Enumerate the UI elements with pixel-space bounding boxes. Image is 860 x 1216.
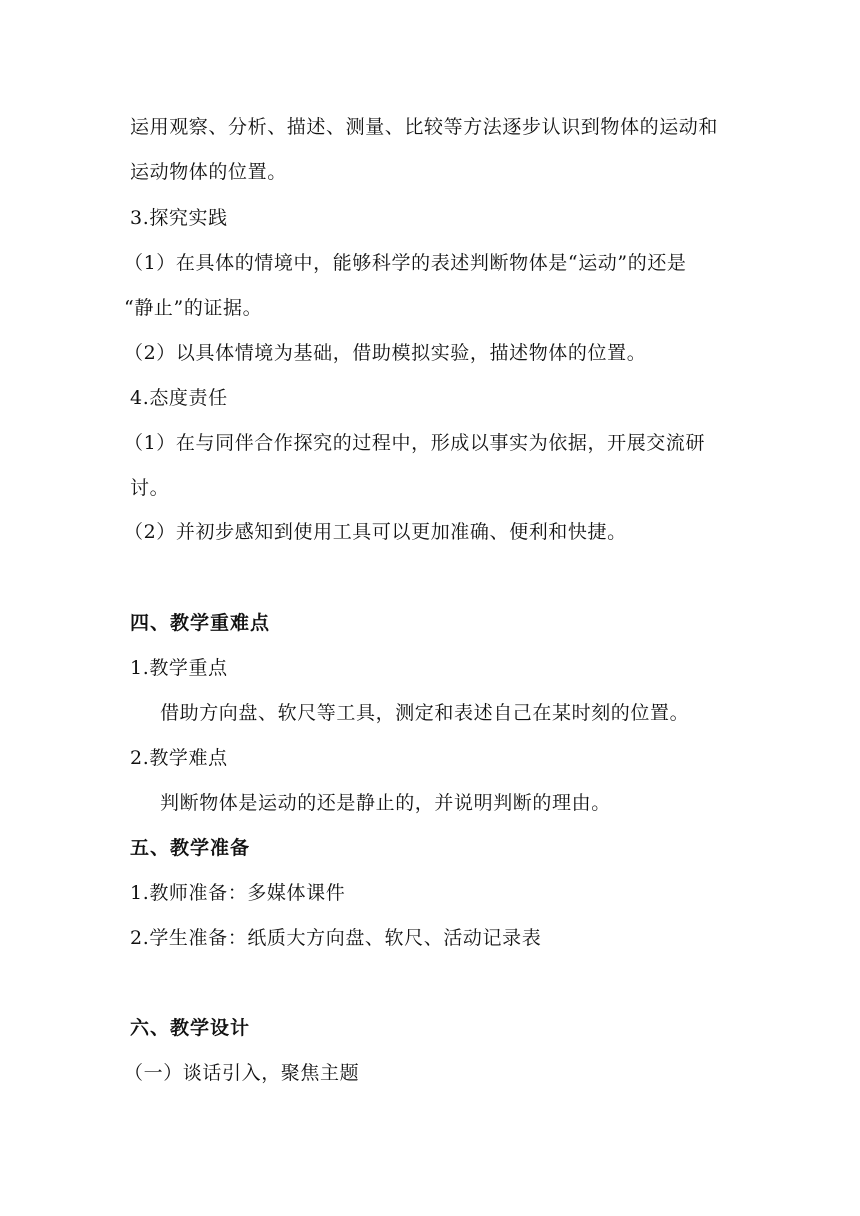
teacher-preparation: 1.教师准备：多媒体课件 <box>130 882 346 904</box>
difficult-point-label: 2.教学难点 <box>130 747 228 769</box>
paragraph-line: 运动物体的位置。 <box>130 161 287 183</box>
subheading-practice: 3.探究实践 <box>130 207 228 229</box>
section-heading-design: 六、教学设计 <box>130 1017 251 1039</box>
list-item-continuation: 讨。 <box>130 477 170 499</box>
student-preparation: 2.学生准备：纸质大方向盘、软尺、活动记录表 <box>130 927 542 949</box>
list-item: （1）在具体的情境中，能够科学的表述判断物体是“运动”的还是 <box>124 252 687 274</box>
paragraph-line: 运用观察、分析、描述、测量、比较等方法逐步认识到物体的运动和 <box>130 116 719 138</box>
list-item: （1）在与同伴合作探究的过程中，形成以事实为依据，开展交流研 <box>124 432 706 454</box>
difficult-point-text: 判断物体是运动的还是静止的，并说明判断的理由。 <box>160 792 611 814</box>
key-point-text: 借助方向盘、软尺等工具，测定和表述自己在某时刻的位置。 <box>160 702 690 724</box>
subheading-attitude: 4.态度责任 <box>130 387 228 409</box>
design-part-heading: （一）谈话引入，聚焦主题 <box>124 1062 360 1084</box>
list-item: （2）并初步感知到使用工具可以更加准确、便利和快捷。 <box>124 521 627 543</box>
key-point-label: 1.教学重点 <box>130 657 228 679</box>
section-heading-preparation: 五、教学准备 <box>130 837 251 859</box>
list-item-continuation: “静止”的证据。 <box>124 297 263 319</box>
list-item: （2）以具体情境为基础，借助模拟实验，描述物体的位置。 <box>124 342 647 364</box>
section-heading-key-points: 四、教学重难点 <box>130 612 271 634</box>
